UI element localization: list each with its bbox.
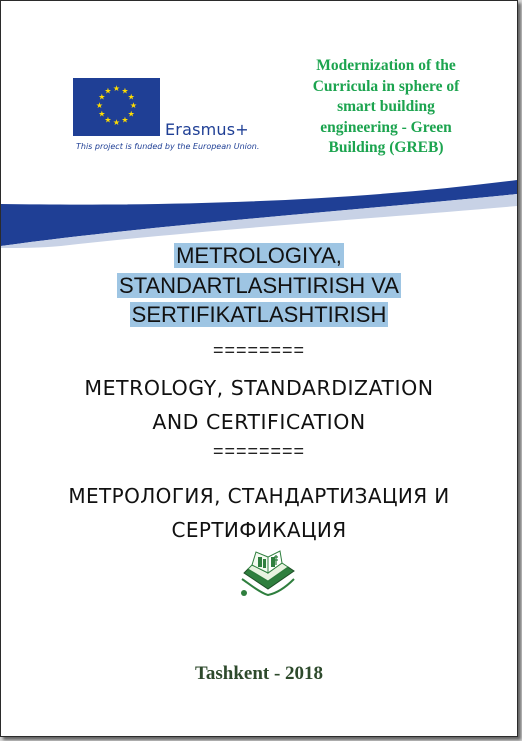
title-english [1,371,517,439]
erasmus-brand: Erasmus+ [165,120,249,139]
book-building-icon [238,549,298,605]
project-title-line: Curricula in sphere of [312,77,460,95]
title-en-line: METROLOGY, STANDARDIZATION [84,376,434,400]
svg-text:★: ★ [95,101,104,110]
title-uzbek [1,241,517,330]
separator: ======== [212,441,306,461]
svg-text:★: ★ [121,115,129,125]
project-title-line: engineering - Green [320,118,452,136]
svg-text:★: ★ [127,109,135,119]
project-title-line: Building (GREB) [328,139,444,156]
footer-city-year: Tashkent - 2018 [194,663,324,684]
eu-flag-icon [73,78,160,136]
funded-note: This project is funded by the European Union. [76,142,260,151]
svg-text:★: ★ [112,84,121,93]
title-en-line: AND CERTIFICATION [152,410,366,434]
title-uz-line: SERTIFIKATLASHTIRISH [131,302,387,327]
svg-text:★: ★ [121,86,129,96]
title-uz-line: STANDARTLASHTIRISH VA [119,272,399,298]
svg-text:★: ★ [112,118,121,127]
svg-text:★: ★ [104,86,112,96]
title-ru-line: МЕТРОЛОГИЯ, СТАНДАРТИЗАЦИЯ И [68,484,450,508]
project-title-line: smart building [337,98,435,115]
erasmus-logo [73,78,273,158]
svg-text:★: ★ [127,92,135,102]
svg-text:★: ★ [104,115,112,125]
title-ru-line: СЕРТИФИКАЦИЯ [171,518,347,542]
project-title-line: Modernization of the [316,57,456,74]
title-uz-line: METROLOGIYA, [176,243,342,268]
title-russian [1,479,517,547]
separator: ======== [212,340,306,360]
svg-text:★: ★ [98,109,106,119]
svg-text:★: ★ [98,92,106,102]
svg-text:★: ★ [129,101,138,110]
project-title [281,56,491,159]
